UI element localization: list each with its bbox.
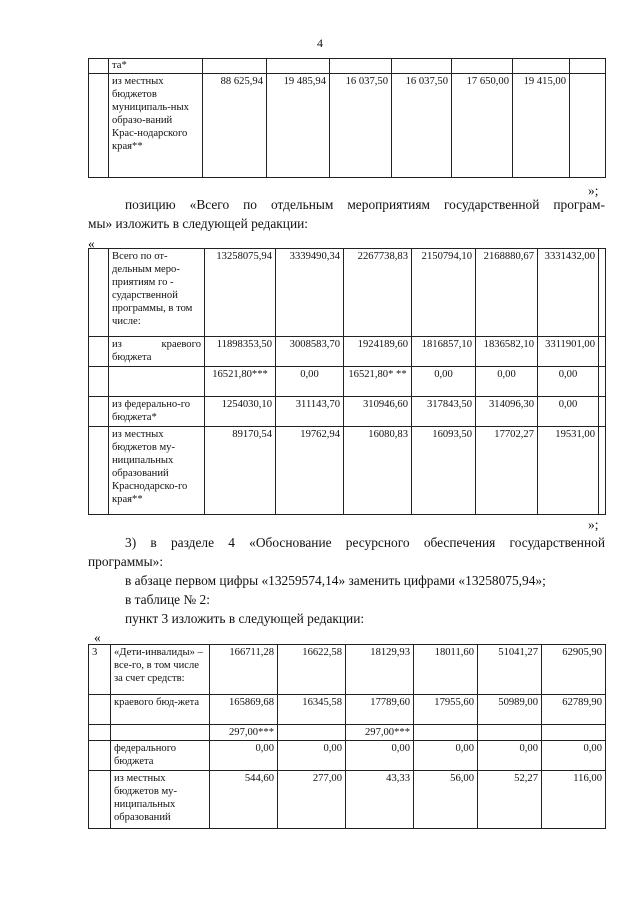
cell: 165869,68 xyxy=(210,695,278,725)
cell: 56,00 xyxy=(414,771,478,829)
cell: 0,00 xyxy=(476,367,538,397)
cell: 16 037,50 xyxy=(330,74,392,178)
table-row xyxy=(89,645,606,695)
cell: 62905,90 xyxy=(542,645,606,695)
cell: 2168880,67 xyxy=(476,249,538,337)
row-label: из местных бюджетов му-ниципальных образований Краснодарско-го края** xyxy=(109,427,205,515)
cell: 0,00 xyxy=(278,741,346,771)
cell: 116,00 xyxy=(542,771,606,829)
table-total xyxy=(88,248,606,515)
cell: 16080,83 xyxy=(344,427,412,515)
paragraph-line: в абзаце первом цифры «13259574,14» заменить цифрами «13258075,94»; xyxy=(125,573,546,588)
opening-quote: « xyxy=(88,236,95,251)
cell: 50989,00 xyxy=(478,695,542,725)
table-row xyxy=(89,337,606,367)
cell: 19 415,00 xyxy=(513,74,570,178)
cell: 17702,27 xyxy=(476,427,538,515)
table-row xyxy=(89,427,606,515)
cell: 18129,93 xyxy=(346,645,414,695)
cell: 3331432,00 xyxy=(538,249,599,337)
cell: 1254030,10 xyxy=(205,397,276,427)
cell xyxy=(414,725,478,741)
cell: 2150794,10 xyxy=(412,249,476,337)
cell: 52,27 xyxy=(478,771,542,829)
paragraph-line: мы» изложить в следующей редакции: xyxy=(88,216,309,231)
page-number: 4 xyxy=(317,36,323,50)
cell: 277,00 xyxy=(278,771,346,829)
cell: 19762,94 xyxy=(276,427,344,515)
cell: 2267738,83 xyxy=(344,249,412,337)
cell xyxy=(478,725,542,741)
cell: 310946,60 xyxy=(344,397,412,427)
table-row xyxy=(89,59,606,74)
cell: 16 037,50 xyxy=(392,74,452,178)
table-row xyxy=(89,695,606,725)
cell: 18011,60 xyxy=(414,645,478,695)
cell xyxy=(278,725,346,741)
cell: 88 625,94 xyxy=(203,74,267,178)
table-row xyxy=(89,397,606,427)
cell: 0,00 xyxy=(414,741,478,771)
cell: 3008583,70 xyxy=(276,337,344,367)
row-label: из федерально-го бюджета* xyxy=(109,397,205,427)
cell: 51041,27 xyxy=(478,645,542,695)
cell: 3339490,34 xyxy=(276,249,344,337)
table-row xyxy=(89,771,606,829)
cell: 19 485,94 xyxy=(267,74,330,178)
row-label xyxy=(109,367,205,397)
cell: 0,00 xyxy=(538,397,599,427)
cell: 1924189,60 xyxy=(344,337,412,367)
paragraph-line: пункт 3 изложить в следующей редакции: xyxy=(125,611,365,626)
paragraph-line: позицию «Всего по отдельным мероприятиям государственной програм- xyxy=(125,197,605,212)
cell: 544,60 xyxy=(210,771,278,829)
row-label: из местных бюджетов му-ниципальных образований xyxy=(111,771,210,829)
cell: 16622,58 xyxy=(278,645,346,695)
cell: 0,00 xyxy=(210,741,278,771)
cell: 13258075,94 xyxy=(205,249,276,337)
cell: 1816857,10 xyxy=(412,337,476,367)
cell: 17955,60 xyxy=(414,695,478,725)
table-continued xyxy=(88,58,606,178)
cell: 16093,50 xyxy=(412,427,476,515)
cell: 16521,80*** xyxy=(205,367,276,397)
table-row xyxy=(89,725,606,741)
cell: 0,00 xyxy=(276,367,344,397)
cell: 166711,28 xyxy=(210,645,278,695)
cell: 16345,58 xyxy=(278,695,346,725)
closing-quote: »; xyxy=(588,517,599,532)
cell: 11898353,50 xyxy=(205,337,276,367)
row-label: краевого бюд-жета xyxy=(111,695,210,725)
paragraph-line: программы»: xyxy=(88,554,164,569)
cell: 19531,00 xyxy=(538,427,599,515)
cell: 89170,54 xyxy=(205,427,276,515)
cell: 311143,70 xyxy=(276,397,344,427)
cell: 297,00*** xyxy=(346,725,414,741)
row-label: из краевого бюджета xyxy=(109,337,205,367)
item-number: 3 xyxy=(89,645,111,695)
cell: 0,00 xyxy=(538,367,599,397)
cell: 0,00 xyxy=(412,367,476,397)
row-label: «Дети-инвалиды» – все-го, в том числе за счет средств: xyxy=(111,645,210,695)
cell: 0,00 xyxy=(478,741,542,771)
paragraph-line: 3) в разделе 4 «Обоснование ресурсного обеспечения государственной xyxy=(125,535,605,550)
cell: 0,00 xyxy=(346,741,414,771)
cell: 297,00*** xyxy=(210,725,278,741)
cell: 3311901,00 xyxy=(538,337,599,367)
cell: 17789,60 xyxy=(346,695,414,725)
table-row xyxy=(89,367,606,397)
row-label xyxy=(111,725,210,741)
row-label: из местных бюджетов муниципаль-ных образо-ваний Крас-нодарского края** xyxy=(109,74,203,178)
table-row xyxy=(89,741,606,771)
paragraph-line: в таблице № 2: xyxy=(125,592,210,607)
row-label: Всего по от-дельным меро-приятиям го - сударственной программы, в том числе: xyxy=(109,249,205,337)
cell: 317843,50 xyxy=(412,397,476,427)
row-label: та* xyxy=(109,59,203,74)
table-item-3 xyxy=(88,644,606,829)
cell: 314096,30 xyxy=(476,397,538,427)
row-label: федерального бюджета xyxy=(111,741,210,771)
table-row xyxy=(89,249,606,337)
opening-quote: « xyxy=(94,630,101,645)
cell xyxy=(542,725,606,741)
cell: 17 650,00 xyxy=(452,74,513,178)
closing-quote: »; xyxy=(588,183,599,198)
cell: 62789,90 xyxy=(542,695,606,725)
cell: 16521,80* ** xyxy=(344,367,412,397)
cell: 43,33 xyxy=(346,771,414,829)
table-row xyxy=(89,74,606,178)
cell: 0,00 xyxy=(542,741,606,771)
cell: 1836582,10 xyxy=(476,337,538,367)
